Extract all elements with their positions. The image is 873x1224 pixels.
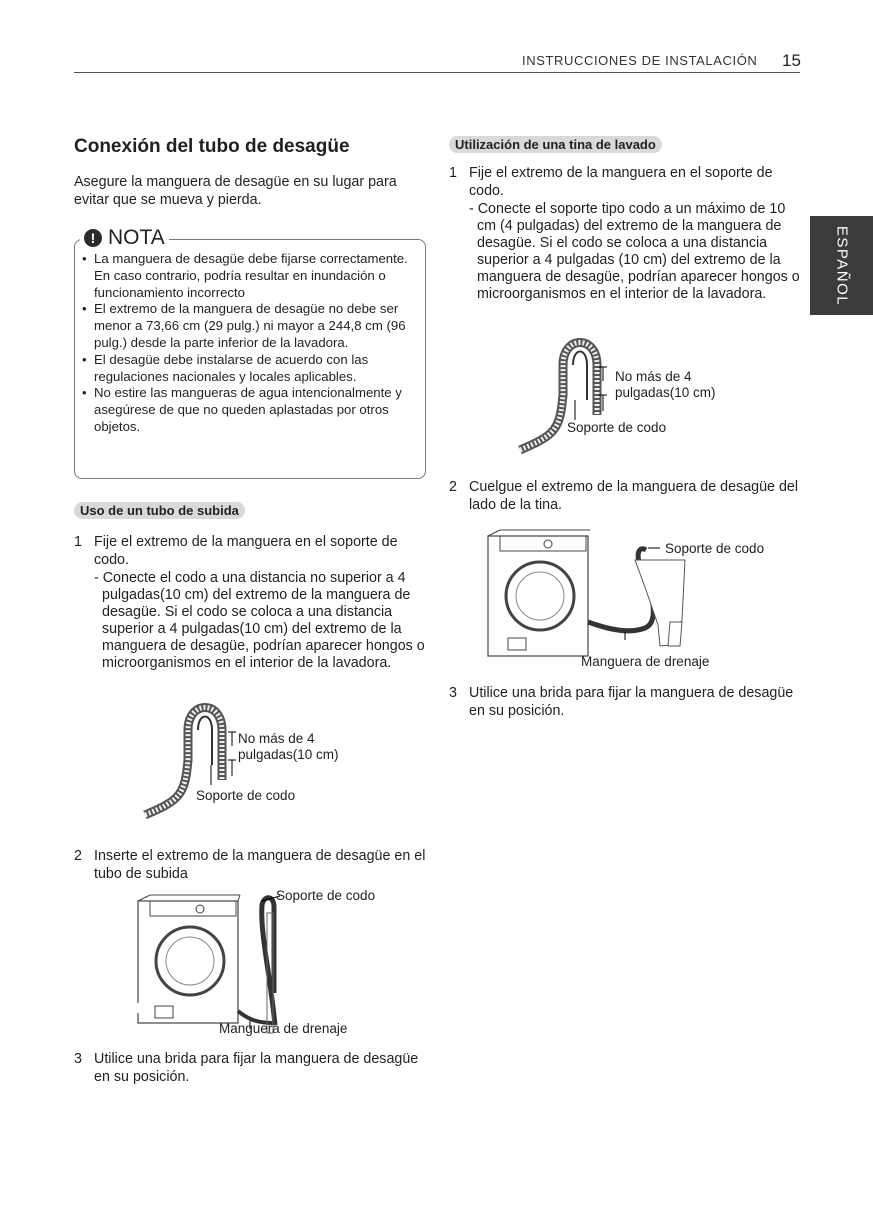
fig1-bracket-label: Soporte de codo [196,788,296,803]
step-number: 1 [449,165,457,181]
washer-riser-figure [110,893,390,1033]
step-detail: - Conecte el codo a una distancia no superior a 4 pulgadas(10 cm) del extremo de la manguera de desagüe. Si el codo se coloca a una distancia superior a 4 pulgadas(10 cm) del extremo de la manguera de desagüe, podrían aparecer hongos o microorganismos en el interior de la lavadora. [94,570,425,671]
note-item: • La manguera de desagüe debe fijarse correctamente. En caso contrario, podría resultar en inundación o funcionamiento incorrecto [82,251,418,301]
language-tab [810,216,873,315]
fig1-bracket-label: Soporte de codo [567,420,667,435]
subsection-label: Uso de un tubo de subida [74,502,245,519]
fig1-label-top: No más de 4 [238,731,315,746]
step-number: 1 [74,534,82,550]
note-item: • No estire las mangueras de agua intencionalmente y asegúrese de que no queden aplastadas por otros objetos. [82,385,418,435]
language-tab-label: ESPAÑOL [833,225,850,306]
warning-icon: ! [84,229,102,247]
fig2-bracket-label: Soporte de codo [665,541,765,556]
fig1-label-bottom: pulgadas(10 cm) [238,747,339,762]
intro-paragraph: Asegure la manguera de desagüe en su lugar para evitar que se mueva y pierda. [74,174,397,208]
note-list [82,251,418,436]
step-text: Cuelgue el extremo de la manguera de desagüe del lado de la tina. [469,479,799,513]
step-number: 2 [74,848,82,864]
right-step-3 [449,684,801,720]
note-item: • El extremo de la manguera de desagüe no debe ser menor a 73,66 cm (29 pulg.) ni mayor a 244,8 cm (96 pulg.) desde la parte inferior de la lavadora. [82,301,418,351]
left-step-3 [74,1050,426,1086]
step-number: 2 [449,479,457,495]
note-item: • El desagüe debe instalarse de acuerdo con las regulaciones nacionales y locales aplicables. [82,352,418,386]
fig2-hose-label: Manguera de drenaje [219,1021,348,1036]
step-text: Fije el extremo de la manguera en el soporte de codo. [469,165,773,199]
fig1-label [615,369,716,401]
step-detail: - Conecte el soporte tipo codo a un máximo de 10 cm (4 pulgadas) del extremo de la manguera de desagüe. Si el codo se coloca a una distancia superior a 4 pulgadas (10 cm) del extremo de la manguera de desagüe, podrían aparecer hongos o microorganismos en el interior de la lavadora. [469,201,800,302]
page-number: 15 [782,51,801,70]
note-title [80,226,169,250]
section-heading: Conexión del tubo de desagüe [74,136,350,157]
subsection-label: Utilización de una tina de lavado [449,136,662,153]
step-text: Utilice una brida para fijar la manguera de desagüe en su posición. [94,1051,419,1085]
left-step-2 [74,847,426,883]
left-step-1 [74,533,426,672]
header-rule [74,72,800,73]
step-text: Inserte el extremo de la manguera de desagüe en el tubo de subida [94,848,426,882]
right-step-1 [449,164,801,303]
note-title-text: NOTA [108,226,165,249]
fig1-label [238,731,339,763]
subsection-tub [449,136,662,154]
right-step-2 [449,478,801,514]
fig1-label-top: No más de 4 [615,369,692,384]
step-text: Fije el extremo de la manguera en el soporte de codo. [94,534,398,568]
subsection-riser [74,502,245,520]
step-text: Utilice una brida para fijar la manguera de desagüe en su posición. [469,685,794,719]
fig2-hose-label: Manguera de drenaje [581,654,710,669]
running-header: INSTRUCCIONES DE INSTALACIÓN [522,53,758,68]
step-number: 3 [74,1051,82,1067]
step-number: 3 [449,685,457,701]
fig2-bracket-label: Soporte de codo [276,888,376,903]
fig1-label-bottom: pulgadas(10 cm) [615,385,716,400]
